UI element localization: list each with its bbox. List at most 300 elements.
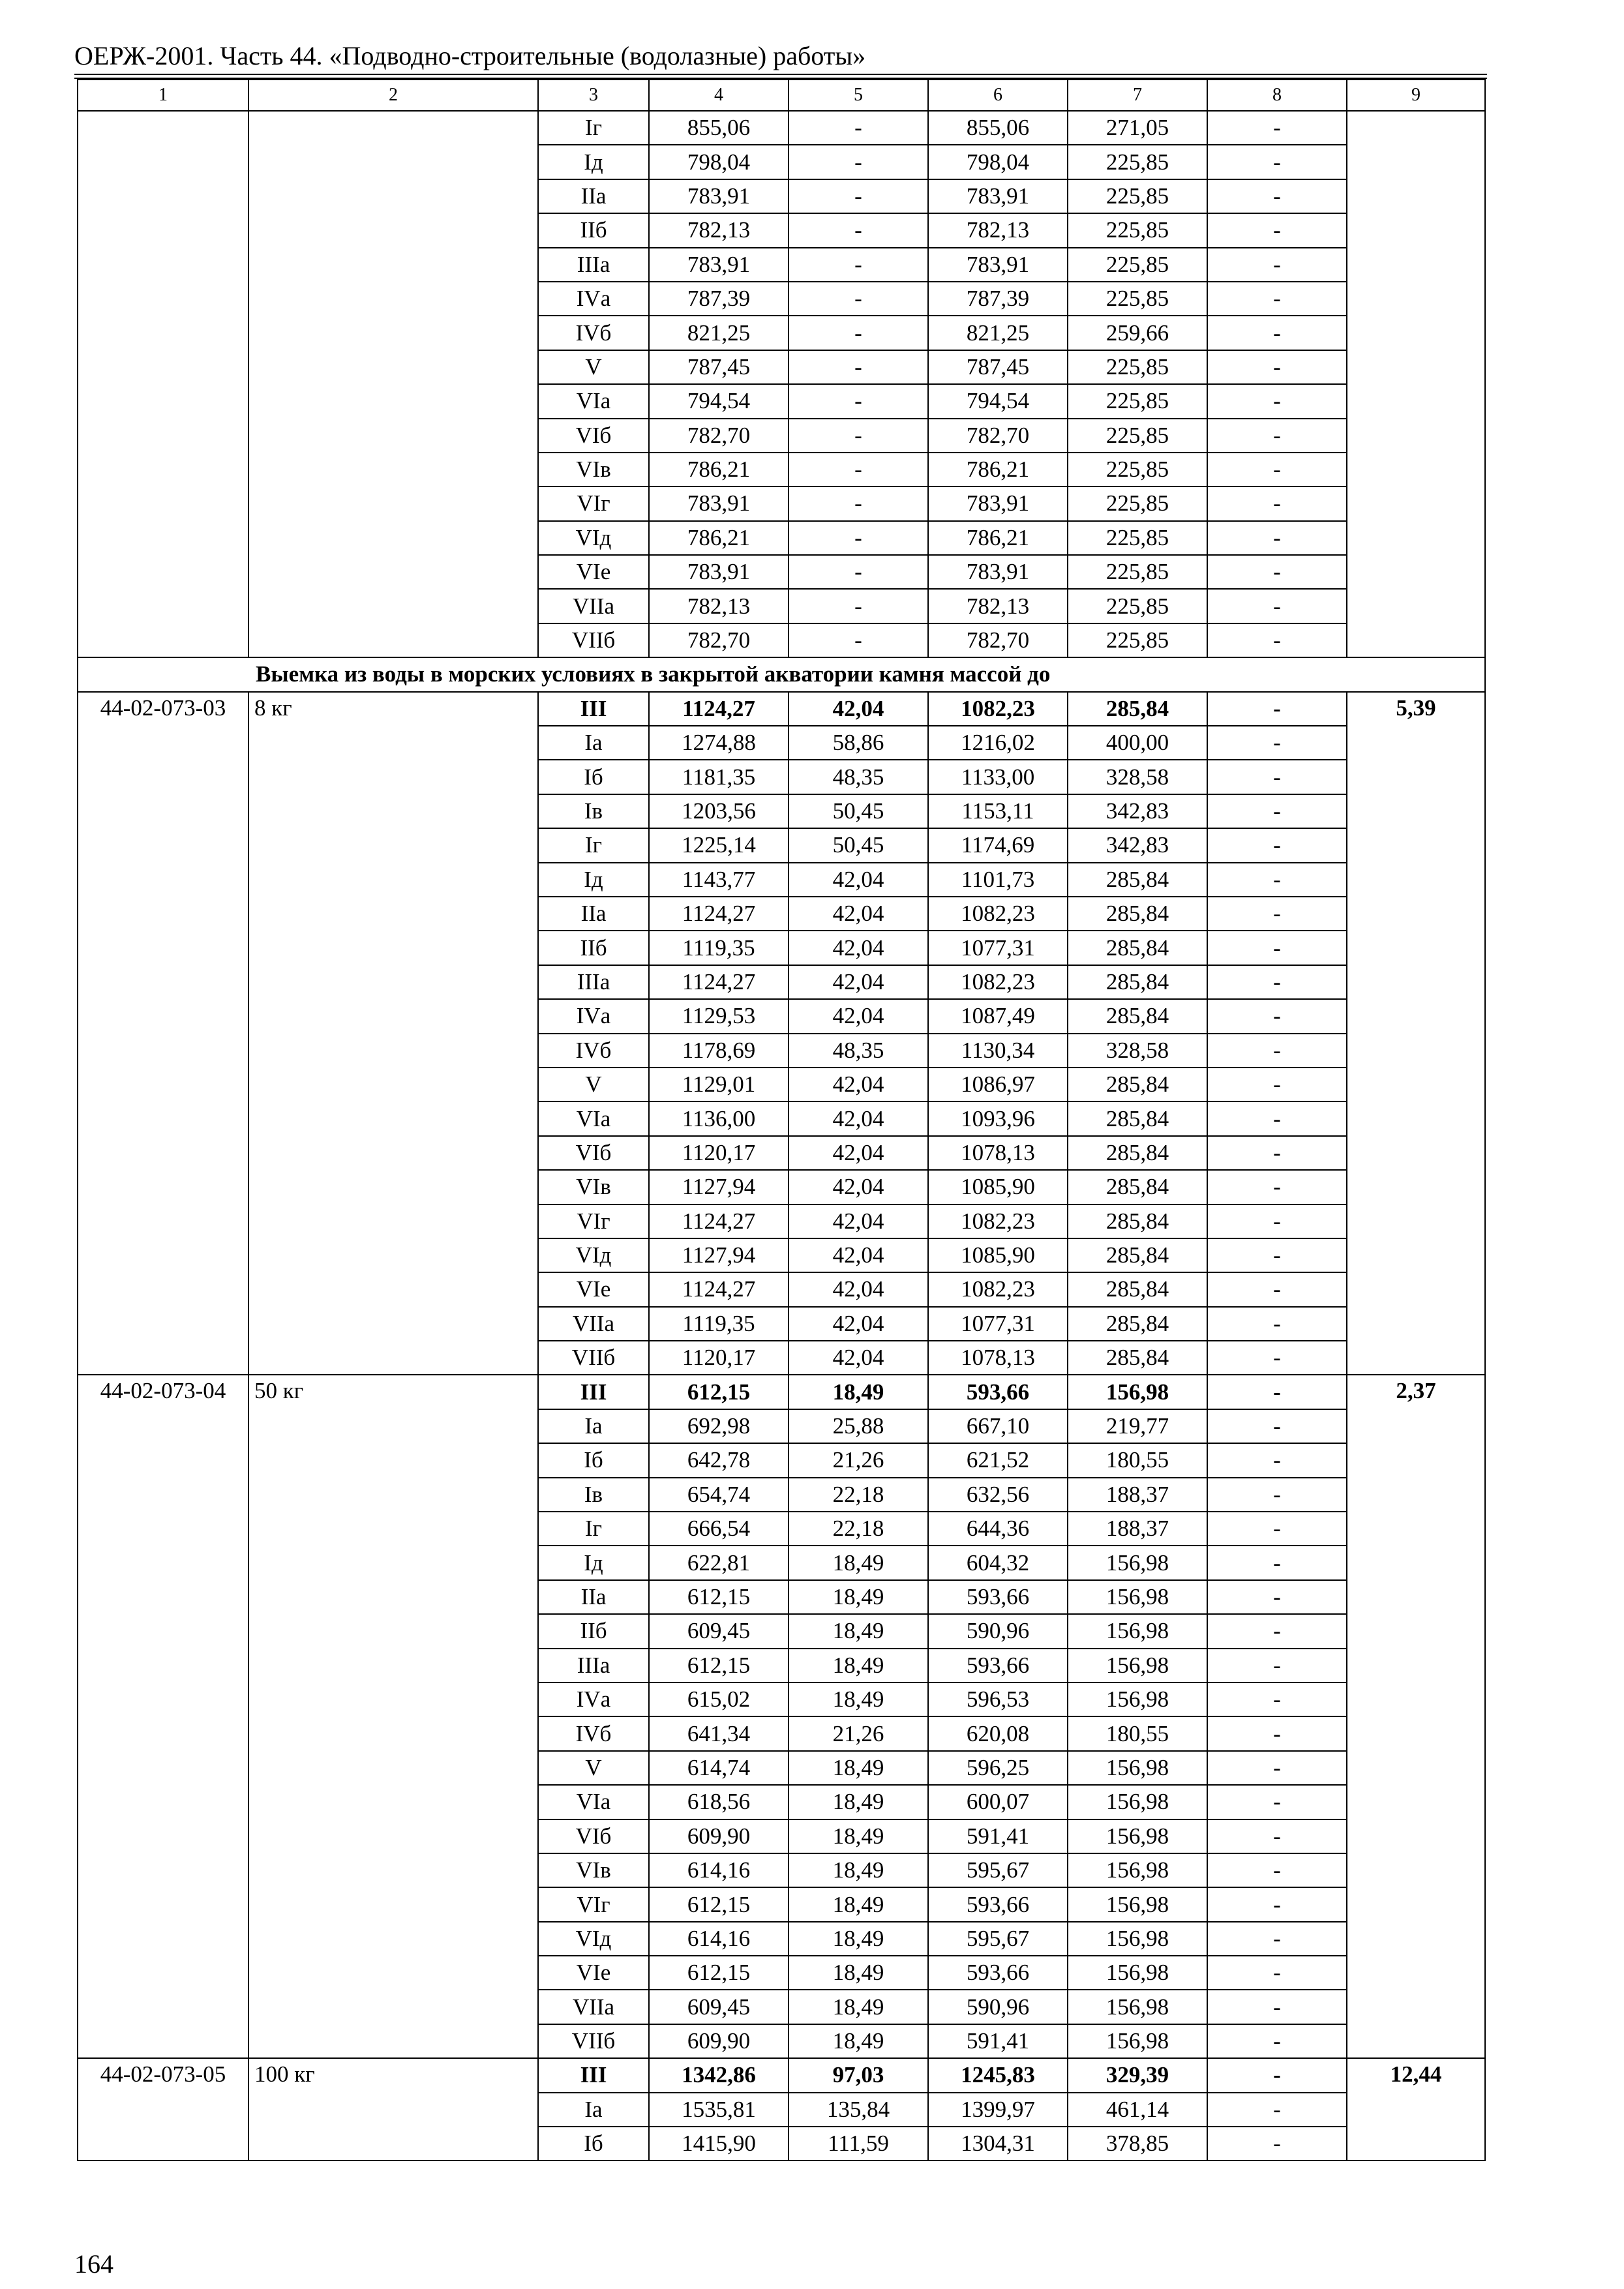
- value-cell: 1178,69: [649, 1034, 789, 1068]
- value-cell: -: [789, 350, 928, 384]
- value-cell: 42,04: [789, 897, 928, 931]
- value-cell: 612,15: [649, 1580, 789, 1614]
- value-cell: 609,45: [649, 1990, 789, 2024]
- value-cell: 225,85: [1068, 350, 1207, 384]
- value-cell: 1078,13: [928, 1136, 1068, 1170]
- value-cell: -: [789, 213, 928, 247]
- value-cell: -: [789, 111, 928, 145]
- value-cell: -: [1207, 1580, 1347, 1614]
- value-cell: III: [538, 692, 649, 726]
- name-cell: 50 кг: [248, 1375, 538, 2058]
- column-number-cell: 4: [649, 80, 789, 111]
- value-cell: 156,98: [1068, 1649, 1207, 1683]
- value-cell: 285,84: [1068, 1238, 1207, 1272]
- value-cell: -: [789, 623, 928, 657]
- value-cell: -: [1207, 2093, 1347, 2127]
- value-cell: 50,45: [789, 794, 928, 828]
- value-cell: -: [1207, 1204, 1347, 1238]
- value-cell: -: [789, 145, 928, 179]
- value-cell: 97,03: [789, 2058, 928, 2092]
- value-cell: 285,84: [1068, 897, 1207, 931]
- value-cell: -: [1207, 248, 1347, 282]
- value-cell: -: [1207, 350, 1347, 384]
- value-cell: 1077,31: [928, 1307, 1068, 1341]
- value-cell: -: [1207, 965, 1347, 999]
- value-cell: 783,91: [928, 486, 1068, 520]
- section-title: Выемка из воды в морских условиях в закрытой акватории камня массой до: [78, 657, 1485, 691]
- value-cell: VIIа: [538, 1990, 649, 2024]
- value-cell: 782,70: [649, 419, 789, 453]
- value-cell: Iд: [538, 145, 649, 179]
- value-cell: 42,04: [789, 692, 928, 726]
- value-cell: 285,84: [1068, 1068, 1207, 1101]
- value-cell: VIе: [538, 1272, 649, 1306]
- value-cell: IVа: [538, 999, 649, 1033]
- value-cell: 798,04: [928, 145, 1068, 179]
- value-cell: 787,45: [928, 350, 1068, 384]
- value-cell: 42,04: [789, 931, 928, 965]
- value-cell: -: [1207, 2058, 1347, 2092]
- value-cell: 285,84: [1068, 1136, 1207, 1170]
- value-cell: IIб: [538, 213, 649, 247]
- value-cell: 225,85: [1068, 282, 1207, 316]
- value-cell: 156,98: [1068, 1683, 1207, 1716]
- value-cell: -: [789, 179, 928, 213]
- value-cell: IIб: [538, 1614, 649, 1648]
- value-cell: 783,91: [649, 555, 789, 589]
- value-cell: 22,18: [789, 1512, 928, 1546]
- value-cell: IIIа: [538, 248, 649, 282]
- value-cell: 1130,34: [928, 1034, 1068, 1068]
- value-cell: IIIа: [538, 1649, 649, 1683]
- value-cell: -: [1207, 760, 1347, 794]
- value-cell: VIг: [538, 1887, 649, 1921]
- value-cell: 42,04: [789, 999, 928, 1033]
- value-cell: VIг: [538, 486, 649, 520]
- extra-cell: [1347, 111, 1485, 657]
- value-cell: -: [1207, 555, 1347, 589]
- value-cell: 285,84: [1068, 999, 1207, 1033]
- value-cell: 783,91: [928, 555, 1068, 589]
- value-cell: -: [789, 555, 928, 589]
- value-cell: 786,21: [649, 521, 789, 555]
- value-cell: -: [1207, 1443, 1347, 1477]
- value-cell: Iв: [538, 794, 649, 828]
- value-cell: -: [1207, 794, 1347, 828]
- value-cell: 1124,27: [649, 1204, 789, 1238]
- value-cell: 1085,90: [928, 1170, 1068, 1204]
- value-cell: 590,96: [928, 1990, 1068, 2024]
- value-cell: 1133,00: [928, 760, 1068, 794]
- column-number-cell: 7: [1068, 80, 1207, 111]
- value-cell: 156,98: [1068, 1614, 1207, 1648]
- value-cell: 285,84: [1068, 1341, 1207, 1375]
- value-cell: -: [1207, 213, 1347, 247]
- table-row: [78, 111, 1485, 145]
- value-cell: -: [1207, 1990, 1347, 2024]
- value-cell: VIб: [538, 419, 649, 453]
- value-cell: 782,13: [928, 213, 1068, 247]
- value-cell: 1174,69: [928, 828, 1068, 862]
- value-cell: 612,15: [649, 1887, 789, 1921]
- value-cell: 591,41: [928, 2024, 1068, 2058]
- value-cell: 225,85: [1068, 555, 1207, 589]
- value-cell: 593,66: [928, 1375, 1068, 1409]
- value-cell: IVа: [538, 1683, 649, 1716]
- value-cell: 25,88: [789, 1409, 928, 1443]
- value-cell: 783,91: [928, 248, 1068, 282]
- value-cell: 285,84: [1068, 1204, 1207, 1238]
- value-cell: 156,98: [1068, 1887, 1207, 1921]
- value-cell: 225,85: [1068, 213, 1207, 247]
- value-cell: 855,06: [928, 111, 1068, 145]
- value-cell: -: [1207, 316, 1347, 350]
- value-cell: 798,04: [649, 145, 789, 179]
- value-cell: 18,49: [789, 1546, 928, 1579]
- value-cell: 666,54: [649, 1512, 789, 1546]
- value-cell: 782,70: [649, 623, 789, 657]
- value-cell: 614,74: [649, 1751, 789, 1785]
- extra-cell: 12,44: [1347, 2058, 1485, 2161]
- value-cell: Iб: [538, 760, 649, 794]
- value-cell: IIа: [538, 897, 649, 931]
- value-cell: -: [1207, 1546, 1347, 1579]
- value-cell: 285,84: [1068, 1272, 1207, 1306]
- value-cell: 632,56: [928, 1478, 1068, 1512]
- header-rule-top: [74, 74, 1487, 75]
- value-cell: VIе: [538, 555, 649, 589]
- value-cell: 782,70: [928, 419, 1068, 453]
- value-cell: 1082,23: [928, 965, 1068, 999]
- column-number-cell: 1: [78, 80, 248, 111]
- value-cell: 855,06: [649, 111, 789, 145]
- value-cell: 595,67: [928, 1922, 1068, 1956]
- value-cell: 285,84: [1068, 1101, 1207, 1135]
- value-cell: 42,04: [789, 863, 928, 897]
- value-cell: -: [1207, 2024, 1347, 2058]
- value-cell: 285,84: [1068, 692, 1207, 726]
- value-cell: 342,83: [1068, 828, 1207, 862]
- page-header-title: ОЕРЖ-2001. Часть 44. «Подводно-строительные (водолазные) работы»: [74, 41, 866, 70]
- value-cell: -: [1207, 1922, 1347, 1956]
- value-cell: 782,13: [928, 589, 1068, 623]
- value-cell: 328,58: [1068, 1034, 1207, 1068]
- value-cell: 285,84: [1068, 1307, 1207, 1341]
- value-cell: 622,81: [649, 1546, 789, 1579]
- value-cell: VIе: [538, 1956, 649, 1990]
- value-cell: 225,85: [1068, 453, 1207, 486]
- value-cell: 609,90: [649, 2024, 789, 2058]
- value-cell: 18,49: [789, 1375, 928, 1409]
- value-cell: Iд: [538, 863, 649, 897]
- value-cell: 787,39: [928, 282, 1068, 316]
- value-cell: 1129,53: [649, 999, 789, 1033]
- value-cell: 600,07: [928, 1785, 1068, 1819]
- value-cell: VIIа: [538, 589, 649, 623]
- value-cell: -: [1207, 1341, 1347, 1375]
- value-cell: 782,13: [649, 213, 789, 247]
- value-cell: -: [1207, 1956, 1347, 1990]
- value-cell: IVа: [538, 282, 649, 316]
- value-cell: 18,49: [789, 1922, 928, 1956]
- value-cell: 590,96: [928, 1614, 1068, 1648]
- value-cell: -: [1207, 1751, 1347, 1785]
- value-cell: 591,41: [928, 1819, 1068, 1853]
- value-cell: VIд: [538, 1922, 649, 1956]
- value-cell: 614,16: [649, 1853, 789, 1887]
- value-cell: IVб: [538, 1716, 649, 1750]
- value-cell: 259,66: [1068, 316, 1207, 350]
- value-cell: -: [1207, 1853, 1347, 1887]
- table-row: [78, 692, 1485, 726]
- value-cell: 225,85: [1068, 384, 1207, 418]
- value-cell: 156,98: [1068, 1785, 1207, 1819]
- value-cell: -: [1207, 486, 1347, 520]
- value-cell: 609,45: [649, 1614, 789, 1648]
- table-row: [78, 2058, 1485, 2092]
- value-cell: -: [1207, 1785, 1347, 1819]
- value-cell: 156,98: [1068, 1922, 1207, 1956]
- code-cell: [78, 111, 248, 657]
- value-cell: 615,02: [649, 1683, 789, 1716]
- value-cell: -: [1207, 1478, 1347, 1512]
- value-cell: -: [1207, 111, 1347, 145]
- value-cell: 1120,17: [649, 1341, 789, 1375]
- value-cell: 644,36: [928, 1512, 1068, 1546]
- value-cell: 156,98: [1068, 1853, 1207, 1887]
- value-cell: -: [1207, 589, 1347, 623]
- value-cell: V: [538, 1068, 649, 1101]
- value-cell: Iд: [538, 1546, 649, 1579]
- value-cell: 1124,27: [649, 897, 789, 931]
- value-cell: 1124,27: [649, 965, 789, 999]
- value-cell: 461,14: [1068, 2093, 1207, 2127]
- value-cell: 794,54: [928, 384, 1068, 418]
- value-cell: 1225,14: [649, 828, 789, 862]
- value-cell: 783,91: [649, 179, 789, 213]
- value-cell: 42,04: [789, 1341, 928, 1375]
- value-cell: 786,21: [928, 521, 1068, 555]
- value-cell: -: [1207, 828, 1347, 862]
- value-cell: 620,08: [928, 1716, 1068, 1750]
- value-cell: VIг: [538, 1204, 649, 1238]
- value-cell: 329,39: [1068, 2058, 1207, 2092]
- value-cell: -: [1207, 863, 1347, 897]
- value-cell: 42,04: [789, 1068, 928, 1101]
- value-cell: VIб: [538, 1136, 649, 1170]
- value-cell: 42,04: [789, 1307, 928, 1341]
- value-cell: -: [789, 589, 928, 623]
- value-cell: 1082,23: [928, 897, 1068, 931]
- value-cell: 18,49: [789, 1819, 928, 1853]
- value-cell: III: [538, 1375, 649, 1409]
- value-cell: 22,18: [789, 1478, 928, 1512]
- value-cell: -: [1207, 726, 1347, 760]
- value-cell: 1127,94: [649, 1170, 789, 1204]
- value-cell: 621,52: [928, 1443, 1068, 1477]
- value-cell: 1093,96: [928, 1101, 1068, 1135]
- value-cell: Iб: [538, 1443, 649, 1477]
- value-cell: 225,85: [1068, 521, 1207, 555]
- value-cell: VIIа: [538, 1307, 649, 1341]
- value-cell: III: [538, 2058, 649, 2092]
- value-cell: Iг: [538, 1512, 649, 1546]
- value-cell: -: [1207, 1307, 1347, 1341]
- value-cell: 18,49: [789, 1580, 928, 1614]
- value-cell: -: [1207, 1272, 1347, 1306]
- column-number-cell: 2: [248, 80, 538, 111]
- value-cell: -: [1207, 179, 1347, 213]
- value-cell: 285,84: [1068, 1170, 1207, 1204]
- value-cell: 156,98: [1068, 2024, 1207, 2058]
- value-cell: 1082,23: [928, 692, 1068, 726]
- value-cell: 1087,49: [928, 999, 1068, 1033]
- value-cell: 156,98: [1068, 1990, 1207, 2024]
- value-cell: 692,98: [649, 1409, 789, 1443]
- value-cell: 1101,73: [928, 863, 1068, 897]
- value-cell: 821,25: [928, 316, 1068, 350]
- value-cell: 1181,35: [649, 760, 789, 794]
- value-cell: VIд: [538, 521, 649, 555]
- value-cell: 156,98: [1068, 1546, 1207, 1579]
- value-cell: 156,98: [1068, 1956, 1207, 1990]
- value-cell: -: [1207, 897, 1347, 931]
- value-cell: -: [1207, 1716, 1347, 1750]
- value-cell: V: [538, 1751, 649, 1785]
- value-cell: -: [1207, 1649, 1347, 1683]
- value-cell: 821,25: [649, 316, 789, 350]
- value-cell: VIд: [538, 1238, 649, 1272]
- value-cell: 21,26: [789, 1716, 928, 1750]
- value-cell: 378,85: [1068, 2127, 1207, 2161]
- value-cell: 285,84: [1068, 863, 1207, 897]
- value-cell: 618,56: [649, 1785, 789, 1819]
- value-cell: 1143,77: [649, 863, 789, 897]
- code-cell: 44-02-073-03: [78, 692, 248, 1375]
- value-cell: VIв: [538, 1853, 649, 1887]
- value-cell: 156,98: [1068, 1751, 1207, 1785]
- value-cell: 42,04: [789, 965, 928, 999]
- value-cell: 1136,00: [649, 1101, 789, 1135]
- value-cell: -: [1207, 384, 1347, 418]
- value-cell: 642,78: [649, 1443, 789, 1477]
- value-cell: 48,35: [789, 760, 928, 794]
- value-cell: 18,49: [789, 1683, 928, 1716]
- rates-table-body: [78, 80, 1485, 2161]
- value-cell: 42,04: [789, 1136, 928, 1170]
- value-cell: -: [789, 419, 928, 453]
- column-number-row: [78, 80, 1485, 111]
- value-cell: -: [789, 521, 928, 555]
- value-cell: 1245,83: [928, 2058, 1068, 2092]
- extra-cell: 2,37: [1347, 1375, 1485, 2058]
- value-cell: 42,04: [789, 1170, 928, 1204]
- value-cell: 180,55: [1068, 1716, 1207, 1750]
- value-cell: 1399,97: [928, 2093, 1068, 2127]
- value-cell: -: [1207, 1683, 1347, 1716]
- column-number-cell: 5: [789, 80, 928, 111]
- value-cell: -: [1207, 1887, 1347, 1921]
- value-cell: 593,66: [928, 1956, 1068, 1990]
- value-cell: 18,49: [789, 1649, 928, 1683]
- value-cell: 225,85: [1068, 486, 1207, 520]
- value-cell: 50,45: [789, 828, 928, 862]
- value-cell: 42,04: [789, 1204, 928, 1238]
- value-cell: -: [1207, 1238, 1347, 1272]
- value-cell: Iа: [538, 1409, 649, 1443]
- value-cell: -: [1207, 1512, 1347, 1546]
- value-cell: 225,85: [1068, 179, 1207, 213]
- value-cell: 18,49: [789, 1956, 928, 1990]
- value-cell: 1415,90: [649, 2127, 789, 2161]
- column-number-cell: 8: [1207, 80, 1347, 111]
- value-cell: 156,98: [1068, 1580, 1207, 1614]
- value-cell: 180,55: [1068, 1443, 1207, 1477]
- value-cell: 18,49: [789, 1887, 928, 1921]
- value-cell: Iа: [538, 2093, 649, 2127]
- value-cell: 285,84: [1068, 965, 1207, 999]
- value-cell: 1082,23: [928, 1204, 1068, 1238]
- value-cell: -: [789, 453, 928, 486]
- value-cell: 342,83: [1068, 794, 1207, 828]
- value-cell: 328,58: [1068, 760, 1207, 794]
- value-cell: IIа: [538, 179, 649, 213]
- value-cell: Iг: [538, 828, 649, 862]
- section-row: [78, 657, 1485, 691]
- value-cell: 271,05: [1068, 111, 1207, 145]
- value-cell: -: [1207, 623, 1347, 657]
- value-cell: -: [1207, 1068, 1347, 1101]
- value-cell: 782,70: [928, 623, 1068, 657]
- value-cell: 188,37: [1068, 1512, 1207, 1546]
- value-cell: 156,98: [1068, 1819, 1207, 1853]
- value-cell: -: [1207, 1101, 1347, 1135]
- column-number-cell: 6: [928, 80, 1068, 111]
- value-cell: 1119,35: [649, 931, 789, 965]
- value-cell: -: [1207, 453, 1347, 486]
- value-cell: 593,66: [928, 1887, 1068, 1921]
- value-cell: IIб: [538, 931, 649, 965]
- value-cell: -: [789, 282, 928, 316]
- value-cell: -: [1207, 145, 1347, 179]
- value-cell: Iв: [538, 1478, 649, 1512]
- value-cell: VIIб: [538, 2024, 649, 2058]
- value-cell: 593,66: [928, 1580, 1068, 1614]
- value-cell: 786,21: [928, 453, 1068, 486]
- value-cell: -: [1207, 931, 1347, 965]
- value-cell: 641,34: [649, 1716, 789, 1750]
- value-cell: 1124,27: [649, 692, 789, 726]
- value-cell: 604,32: [928, 1546, 1068, 1579]
- value-cell: 48,35: [789, 1034, 928, 1068]
- value-cell: 219,77: [1068, 1409, 1207, 1443]
- value-cell: -: [1207, 1409, 1347, 1443]
- value-cell: 18,49: [789, 1853, 928, 1887]
- value-cell: 1129,01: [649, 1068, 789, 1101]
- value-cell: 42,04: [789, 1238, 928, 1272]
- code-cell: 44-02-073-04: [78, 1375, 248, 2058]
- rates-table: [77, 79, 1486, 2161]
- value-cell: VIв: [538, 453, 649, 486]
- value-cell: VIв: [538, 1170, 649, 1204]
- value-cell: 58,86: [789, 726, 928, 760]
- column-number-cell: 9: [1347, 80, 1485, 111]
- value-cell: 18,49: [789, 1990, 928, 2024]
- value-cell: 1153,11: [928, 794, 1068, 828]
- page-number: 164: [74, 2249, 113, 2279]
- value-cell: VIIб: [538, 623, 649, 657]
- value-cell: IVб: [538, 1034, 649, 1068]
